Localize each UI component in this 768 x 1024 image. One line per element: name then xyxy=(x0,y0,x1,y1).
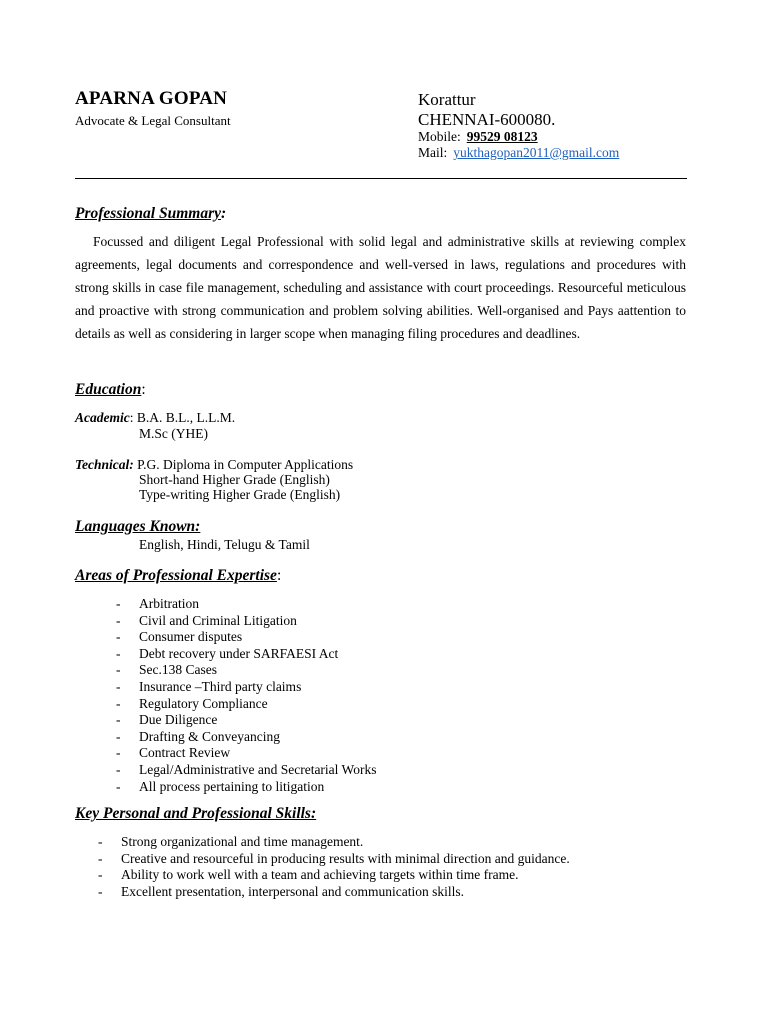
summary-text: Focussed and diligent Legal Professional with solid legal and administrative skills at reviewing complex agreements, legal documents and correspondence and well-versed in laws, regulations and procedures with strong skills in case file management, scheduling and assistance with court proceedings. Resourceful meticulous and proactive with strong communication and problem solving abilities. Well-organised and Pays aattention to details as well as considering in larger scope when managing filing procedures and deadlines. xyxy=(75,234,686,341)
summary-heading-text: Professional Summary xyxy=(75,205,221,222)
summary-heading xyxy=(75,205,226,223)
expertise-heading xyxy=(75,567,281,585)
list-item: - Excellent presentation, interpersonal and communication skills. xyxy=(98,883,465,899)
list-item: - Due Diligence xyxy=(116,712,218,728)
summary-heading-colon: : xyxy=(220,205,227,222)
mobile-number: 99529 08123 xyxy=(466,129,538,144)
technical-label: Technical: xyxy=(75,457,134,472)
academic-line-2: M.Sc (YHE) xyxy=(139,426,208,441)
education-heading-text: Education xyxy=(75,381,142,398)
languages-text: English, Hindi, Telugu & Tamil xyxy=(139,537,310,552)
mail-contact xyxy=(418,145,619,161)
candidate-name: APARNA GOPAN xyxy=(75,88,228,109)
education-heading xyxy=(75,381,146,399)
mobile-contact xyxy=(418,129,538,145)
email-link[interactable]: yukthagopan2011@gmail.com xyxy=(453,145,620,160)
address-line-1: Korattur xyxy=(418,90,476,109)
list-item: - Drafting & Conveyancing xyxy=(116,728,280,744)
list-item: - Civil and Criminal Litigation xyxy=(116,612,297,628)
academic-line-1: B.A. B.L., L.L.M. xyxy=(136,410,236,425)
expertise-heading-colon: : xyxy=(276,567,282,584)
list-item: - Ability to work well with a team and achieving targets within time frame. xyxy=(98,867,519,883)
academic-row: Academic: B.A. B.L., L.L.M. xyxy=(75,410,236,425)
candidate-title: Advocate & Legal Consultant xyxy=(75,113,231,128)
technical-line-1: P.G. Diploma in Computer Applications xyxy=(137,457,354,472)
header-divider xyxy=(75,178,687,179)
expertise-list xyxy=(116,596,376,795)
list-item: - Regulatory Compliance xyxy=(116,695,268,711)
technical-row xyxy=(75,457,353,473)
list-item: - Creative and resourceful in producing results with minimal direction and guidance. xyxy=(98,850,570,866)
academic-label: Academic xyxy=(75,410,130,425)
skills-list xyxy=(98,834,570,900)
technical-line-3: Type-writing Higher Grade (English) xyxy=(139,487,341,502)
education-heading-colon: : xyxy=(141,381,146,398)
address-line-2: CHENNAI-600080. xyxy=(418,110,556,129)
skills-heading: Key Personal and Professional Skills: xyxy=(75,805,317,822)
list-item: - Debt recovery under SARFAESI Act xyxy=(116,645,339,661)
mobile-label: Mobile: xyxy=(418,129,461,144)
languages-heading: Languages Known: xyxy=(75,518,201,535)
list-item: - Contract Review xyxy=(116,745,231,761)
list-item: - Consumer disputes xyxy=(116,629,243,645)
expertise-heading-text: Areas of Professional Expertise xyxy=(75,567,277,584)
list-item: - All process pertaining to litigation xyxy=(116,778,325,794)
list-item: - Legal/Administrative and Secretarial Works xyxy=(116,761,377,777)
list-item: - Insurance –Third party claims xyxy=(116,678,302,694)
technical-line-2: Short-hand Higher Grade (English) xyxy=(139,472,330,487)
list-item: - Sec.138 Cases xyxy=(116,662,217,678)
mail-label: Mail: xyxy=(418,145,448,160)
list-item: - Strong organizational and time management. xyxy=(98,834,364,849)
list-item: - Arbitration xyxy=(116,596,199,611)
